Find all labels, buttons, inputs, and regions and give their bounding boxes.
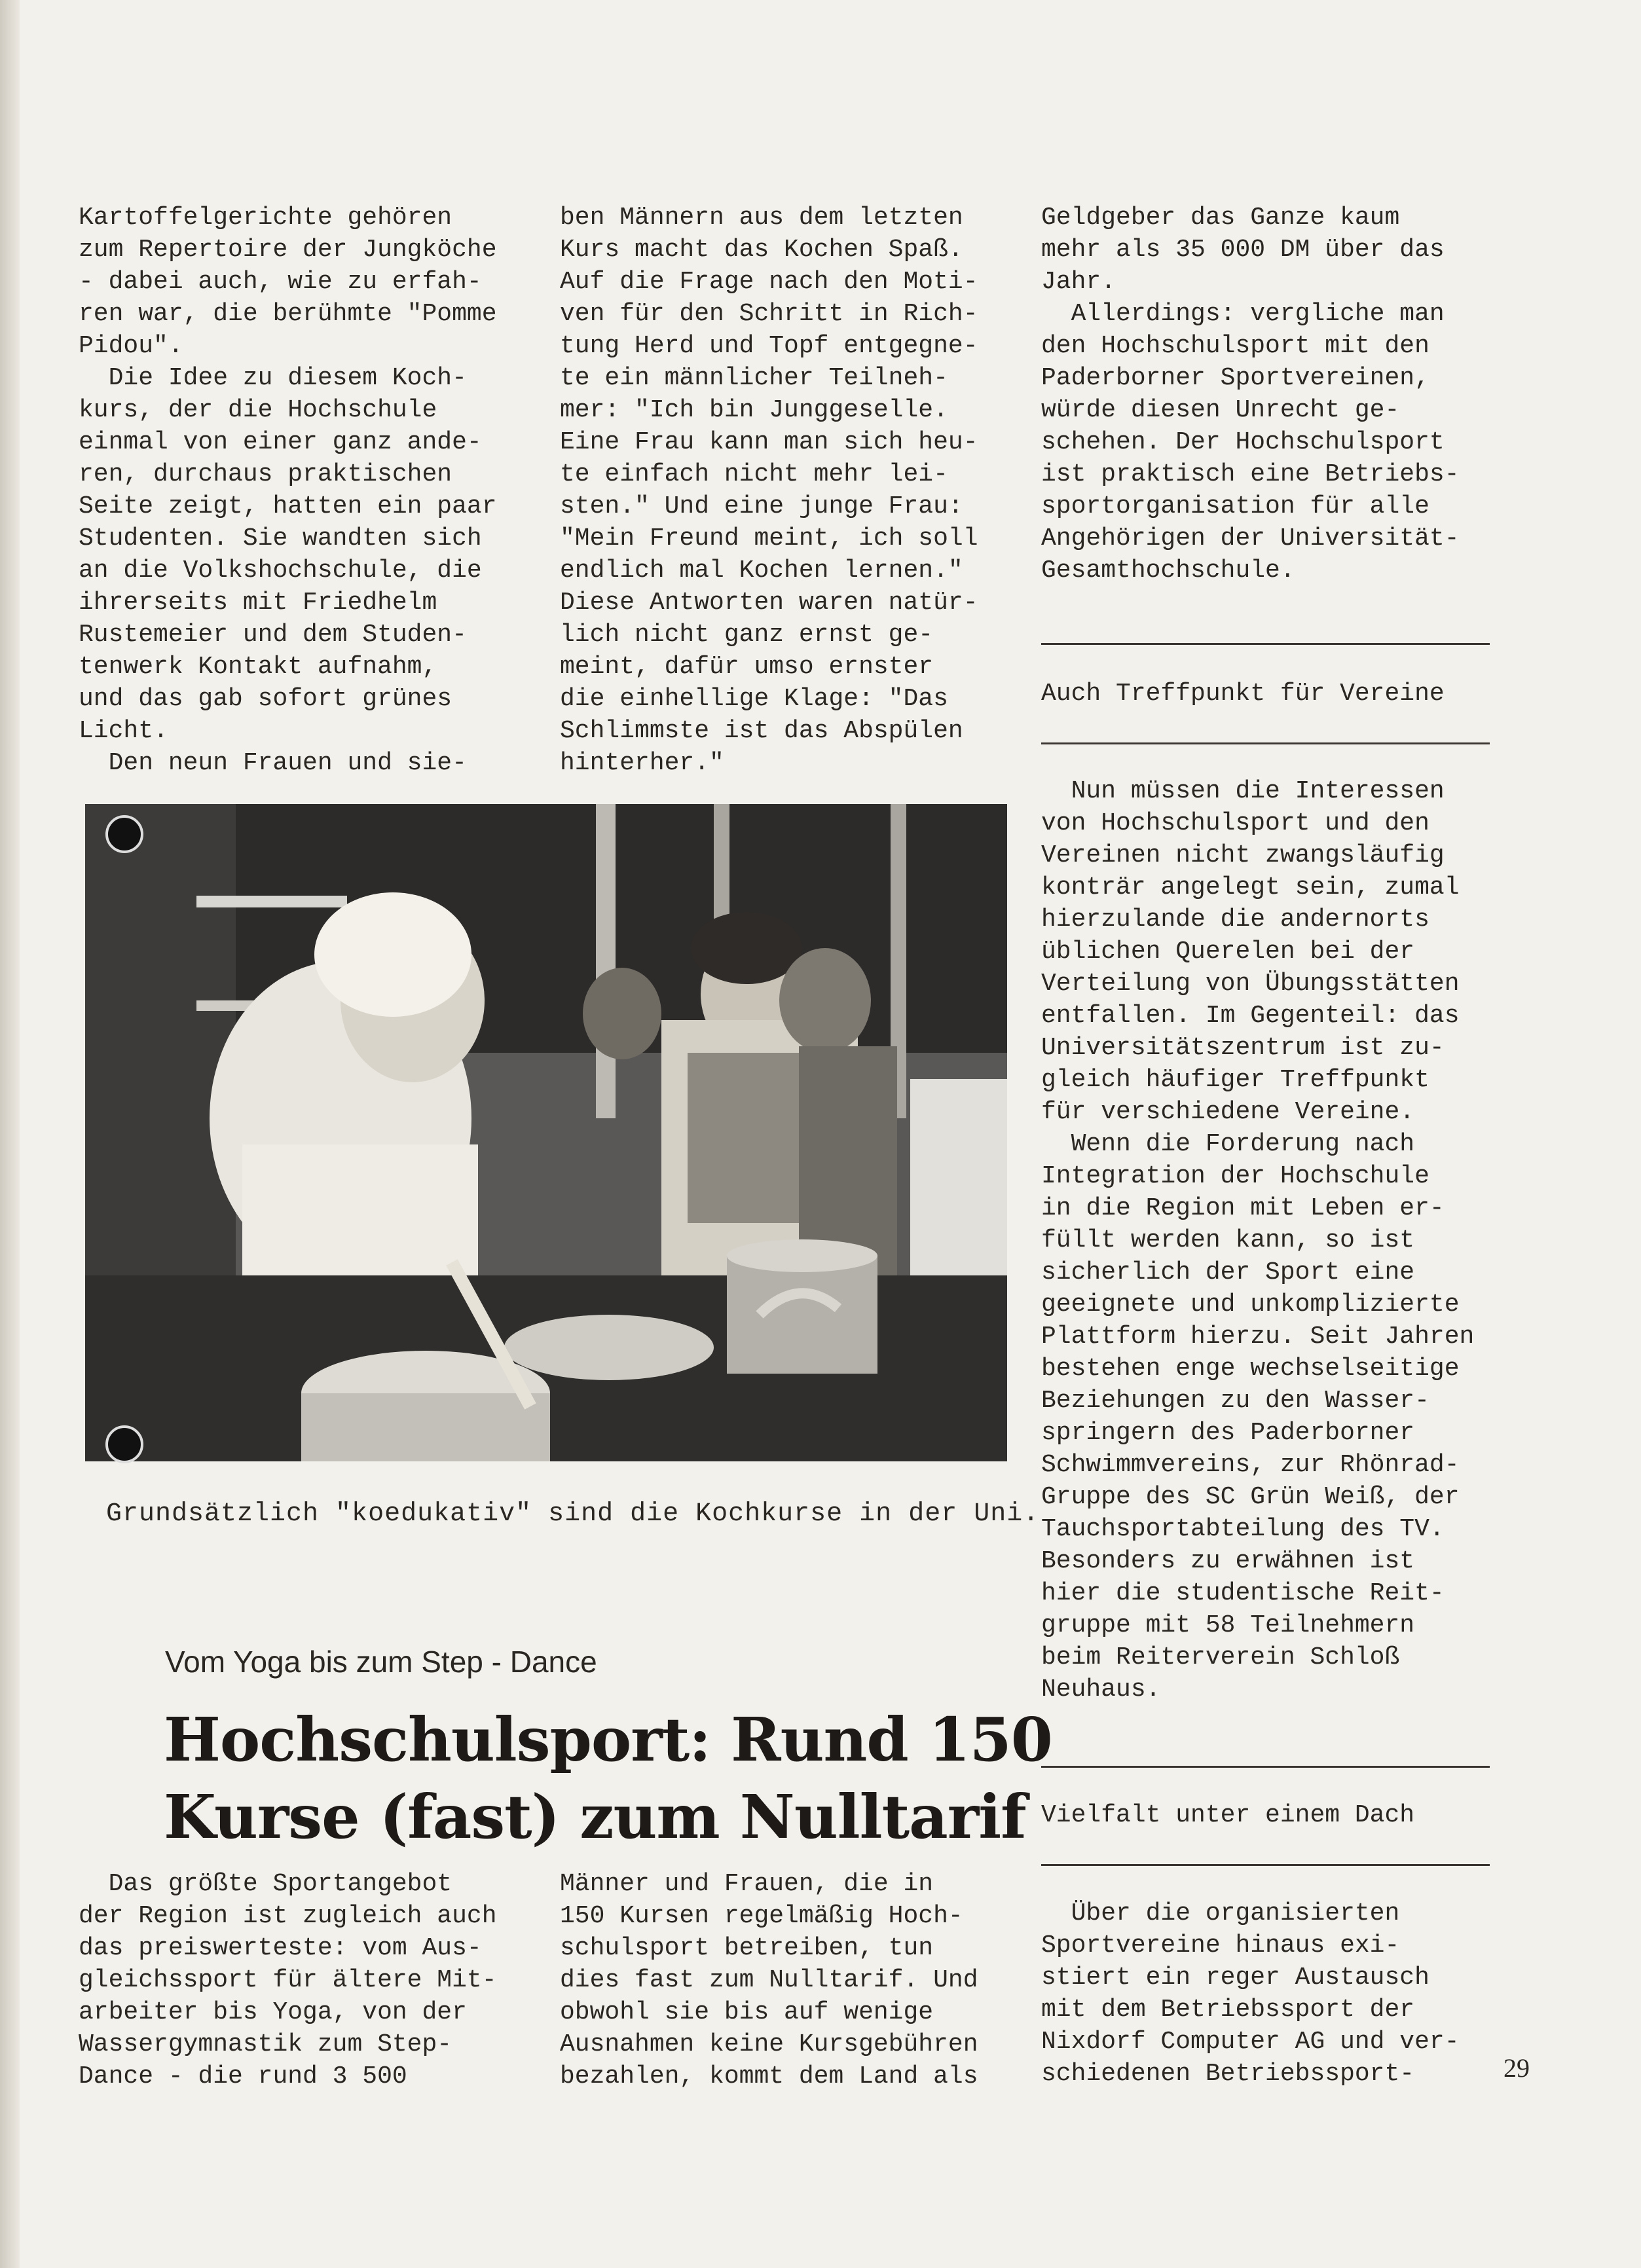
text-line: obwohl sie bis auf wenige [560,1998,934,2026]
text-line: Licht. [79,717,168,745]
text-line: Gruppe des SC Grün Weiß, der [1041,1483,1460,1511]
text-line: Über die organisierten [1041,1899,1400,1928]
text-line: kurs, der die Hochschule [79,396,437,424]
text-line: - dabei auch, wie zu erfah- [79,268,482,296]
page-binding-edge [0,0,20,2268]
subhead-vielfalt: Vielfalt unter einem Dach [1041,1801,1415,1829]
text-line: ist praktisch eine Betriebs- [1041,460,1460,488]
article-bottom-column-2 [560,1868,978,2093]
article-column-2 [560,202,978,779]
text-line: Kurs macht das Kochen Spaß. [560,236,963,264]
text-line: zum Repertoire der Jungköche [79,236,497,264]
text-line: konträr angelegt sein, zumal [1041,873,1460,902]
text-line: Paderborner Sportvereinen, [1041,364,1429,392]
text-line: Den neun Frauen und sie- [79,749,467,777]
right-column-block-3 [1041,1897,1460,2090]
article-kicker: Vom Yoga bis zum Step - Dance [165,1645,597,1679]
text-line: die einhellige Klage: "Das [560,685,948,713]
text-line: Rustemeier und dem Studen- [79,621,467,649]
page-number: 29 [1503,2053,1530,2083]
text-line: tung Herd und Topf entgegne- [560,332,978,360]
text-line: Nun müssen die Interessen [1041,777,1445,805]
section-rule [1041,1766,1490,1768]
text-line: Männer und Frauen, die in [560,1870,934,1898]
text-line: ihrerseits mit Friedhelm [79,589,437,617]
text-line: Jahr. [1041,268,1116,296]
section-rule [1041,1864,1490,1866]
text-line: sicherlich der Sport eine [1041,1258,1415,1287]
text-line: schulsport betreiben, tun [560,1934,934,1962]
text-line: Kartoffelgerichte gehören [79,204,452,232]
text-line: an die Volkshochschule, die [79,557,482,585]
text-line: endlich mal Kochen lernen." [560,557,963,585]
text-line: Diese Antworten waren natür- [560,589,978,617]
text-line: Eine Frau kann man sich heu- [560,428,978,456]
text-line: üblichen Querelen bei der [1041,938,1415,966]
text-line: sten." Und eine junge Frau: [560,492,963,521]
text-line: dies fast zum Nulltarif. Und [560,1966,978,1994]
text-line: gruppe mit 58 Teilnehmern [1041,1611,1415,1639]
text-line: hier die studentische Reit- [1041,1579,1445,1607]
text-line: in die Region mit Leben er- [1041,1194,1445,1222]
article-bottom-column-1 [79,1868,497,2093]
cooking-class-photo-image [85,804,1007,1461]
text-line: Beziehungen zu den Wasser- [1041,1387,1429,1415]
text-line: Die Idee zu diesem Koch- [79,364,467,392]
text-line: für verschiedene Vereine. [1041,1098,1415,1126]
text-line: bestehen enge wechselseitige [1041,1355,1460,1383]
text-line: Plattform hierzu. Seit Jahren [1041,1323,1475,1351]
text-line: Dance - die rund 3 500 [79,2062,407,2091]
text-line: Ausnahmen keine Kursgebühren [560,2030,978,2058]
text-line: tenwerk Kontakt aufnahm, [79,653,437,681]
text-line: und das gab sofort grünes [79,685,452,713]
text-line: Studenten. Sie wandten sich [79,524,482,553]
text-line: ven für den Schritt in Rich- [560,300,978,328]
headline-line-2: Kurse (fast) zum Nulltarif [164,1782,1026,1852]
text-line: hinterher." [560,749,724,777]
text-line: Besonders zu erwähnen ist [1041,1547,1415,1575]
text-line: Wassergymnastik zum Step- [79,2030,452,2058]
section-rule [1041,643,1490,645]
text-line: Gesamthochschule. [1041,557,1295,585]
text-line: Seite zeigt, hatten ein paar [79,492,497,521]
text-line: den Hochschulsport mit den [1041,332,1429,360]
right-column-block-2 [1041,775,1474,1706]
text-line: das preiswerteste: vom Aus- [79,1934,482,1962]
text-line: hierzulande die andernorts [1041,905,1429,934]
subhead-treffpunkt: Auch Treffpunkt für Vereine [1041,680,1445,708]
text-line: Das größte Sportangebot [79,1870,452,1898]
right-column-block-1 [1041,202,1460,587]
text-line: einmal von einer ganz ande- [79,428,482,456]
text-line: Universitätszentrum ist zu- [1041,1034,1445,1062]
section-rule [1041,742,1490,744]
text-line: beim Reiterverein Schloß [1041,1643,1400,1672]
text-line: meint, dafür umso ernster [560,653,934,681]
text-line: der Region ist zugleich auch [79,1902,497,1930]
text-line: Sportvereine hinaus exi- [1041,1931,1400,1960]
punch-hole [105,815,143,853]
text-line: Nixdorf Computer AG und ver- [1041,2028,1460,2056]
text-line: Vereinen nicht zwangsläufig [1041,841,1445,869]
text-line: entfallen. Im Gegenteil: das [1041,1002,1460,1030]
text-line: Schwimmvereins, zur Rhönrad- [1041,1451,1460,1479]
text-line: arbeiter bis Yoga, von der [79,1998,467,2026]
text-line: schehen. Der Hochschulsport [1041,428,1445,456]
text-line: ren war, die berühmte "Pomme [79,300,497,328]
text-line: te ein männlicher Teilneh- [560,364,948,392]
text-line: Tauchsportabteilung des TV. [1041,1515,1445,1543]
text-line: springern des Paderborner [1041,1419,1415,1447]
text-line: mit dem Betriebssport der [1041,1996,1415,2024]
text-line: Angehörigen der Universität- [1041,524,1460,553]
text-line: mehr als 35 000 DM über das [1041,236,1445,264]
text-line: Allerdings: vergliche man [1041,300,1445,328]
text-line: te einfach nicht mehr lei- [560,460,948,488]
text-line: Schlimmste ist das Abspülen [560,717,963,745]
text-line: lich nicht ganz ernst ge- [560,621,934,649]
cooking-class-photo [85,804,1007,1461]
text-line: Geldgeber das Ganze kaum [1041,204,1400,232]
text-line: füllt werden kann, so ist [1041,1226,1415,1254]
text-line: stiert ein reger Austausch [1041,1964,1429,1992]
article-headline [164,1701,1052,1856]
punch-hole [105,1425,143,1463]
text-line: Wenn die Forderung nach [1041,1130,1415,1158]
text-line: Integration der Hochschule [1041,1162,1429,1190]
text-line: würde diesen Unrecht ge- [1041,396,1400,424]
text-line: Verteilung von Übungsstätten [1041,970,1460,998]
text-line: sportorganisation für alle [1041,492,1429,521]
text-line: gleichssport für ältere Mit- [79,1966,497,1994]
text-line: Auf die Frage nach den Moti- [560,268,978,296]
text-line: schiedenen Betriebssport- [1041,2060,1415,2088]
text-line: "Mein Freund meint, ich soll [560,524,978,553]
text-line: Pidou". [79,332,183,360]
text-line: geeignete und unkomplizierte [1041,1290,1460,1319]
text-line: ben Männern aus dem letzten [560,204,963,232]
article-column-1 [79,202,497,779]
text-line: mer: "Ich bin Junggeselle. [560,396,948,424]
text-line: 150 Kursen regelmäßig Hoch- [560,1902,963,1930]
text-line: gleich häufiger Treffpunkt [1041,1066,1429,1094]
photo-caption: Grundsätzlich "koedukativ" sind die Kochkurse in der Uni. [106,1499,1040,1529]
text-line: bezahlen, kommt dem Land als [560,2062,978,2091]
text-line: Neuhaus. [1041,1675,1161,1704]
text-line: von Hochschulsport und den [1041,809,1429,837]
headline-line-1: Hochschulsport: Rund 150 [164,1704,1052,1775]
text-line: ren, durchaus praktischen [79,460,452,488]
